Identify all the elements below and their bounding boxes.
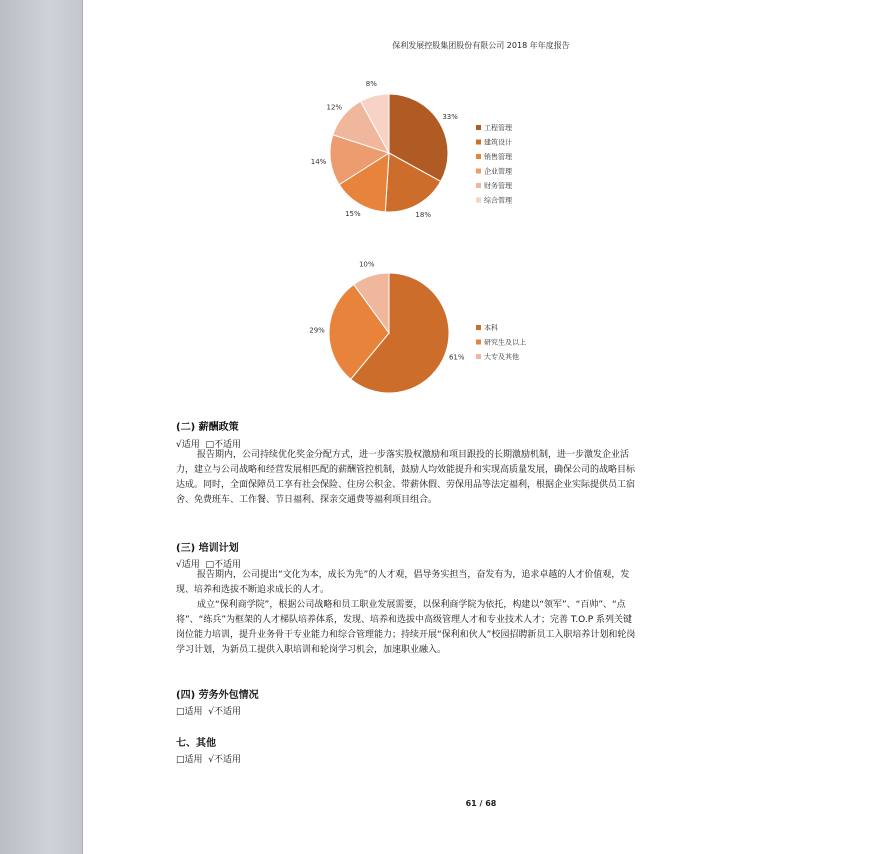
legend-label: 研究生及以上 <box>484 338 526 347</box>
legend-swatch <box>476 183 481 188</box>
section-title-outsourcing: (四) 劳务外包情况 <box>176 690 259 701</box>
section-title-other: 七、其他 <box>176 738 216 749</box>
legend-label: 本科 <box>484 324 498 332</box>
page-header: 保利发展控股集团股份有限公司 2018 年年度报告 <box>392 41 570 50</box>
pie-chart-departments <box>283 80 583 225</box>
applicability-other: □适用 √不适用 <box>176 755 241 765</box>
pie-slice-label: 10% <box>358 260 375 269</box>
legend-label: 大专及其他 <box>484 353 519 361</box>
pie-slice-label: 14% <box>310 157 327 166</box>
pie-chart-education <box>283 258 583 408</box>
legend-label: 销售管理 <box>484 153 512 161</box>
paragraph-training-1: 报告期内，公司提出“文化为本，成长为先”的人才观，倡导务实担当，奋发有为，追求卓越的人才价值观，发现、培养和选拔不断追求成长的人才。 <box>176 570 630 595</box>
pie-slice-label: 15% <box>345 210 361 219</box>
section-title-training: (三) 培训计划 <box>176 543 239 554</box>
paragraph-training-2: 成立“保利商学院”，根据公司战略和员工职业发展需要，以保利商学院为依托，构建以“领军”、“百帅”、“点将”、“练兵”为框架的人才梯队培养体系，发现、培养和选拔中高级管理人才和专业技术人才；完善 T.O.P 系列关键岗位能力培训，提升业务骨干专业能力和综合管理能力；持续开展“保利和伙人”校园招聘新员工入职培养计划和轮岗学习计划，为新员工提供入职培训和轮岗学习机会，加速职业融入。 <box>176 600 636 655</box>
pie-slice-label: 61% <box>448 353 465 362</box>
pie-slice-label: 33% <box>442 112 458 121</box>
page-number: 61 / 68 <box>465 799 497 808</box>
pie-slice-label: 8% <box>365 80 377 89</box>
legend-swatch <box>476 169 481 174</box>
legend-label: 工程管理 <box>484 124 512 132</box>
legend-label: 财务管理 <box>484 182 512 190</box>
pie-slice-label: 29% <box>309 326 325 335</box>
viewer-sidebar <box>0 0 83 854</box>
applicability-compensation: √适用 □不适用 <box>176 440 241 450</box>
legend-swatch <box>476 325 481 330</box>
legend-label: 综合管理 <box>484 196 512 205</box>
applicability-training: √适用 □不适用 <box>176 560 241 570</box>
legend-swatch <box>476 125 481 130</box>
section-title-compensation: (二) 薪酬政策 <box>176 422 239 433</box>
legend-label: 企业管理 <box>484 167 512 176</box>
legend-swatch <box>476 198 481 203</box>
document-page <box>83 0 879 854</box>
applicability-outsourcing: □适用 √不适用 <box>176 707 241 717</box>
legend-swatch <box>476 154 481 159</box>
legend-swatch <box>476 354 481 359</box>
legend-label: 建筑设计 <box>484 138 512 147</box>
legend-swatch <box>476 140 481 145</box>
pie-slice-label: 18% <box>415 211 431 220</box>
pie-slice-label: 12% <box>326 103 343 112</box>
paragraph-compensation: 报告期内，公司持续优化奖金分配方式，进一步落实股权激励和项目跟投的长期激励机制，进一步激发企业活力，建立与公司战略和经营发展相匹配的薪酬管控机制，鼓励人均效能提升和实现高质量发展，确保公司的战略目标达成。同时，全面保障员工享有社会保险、住房公积金、带薪休假、劳保用品等法定福利，根据企业实际提供员工宿舍、免费班车、工作餐、节日福利、探亲交通费等福利项目组合。 <box>176 450 636 505</box>
legend-swatch <box>476 340 481 345</box>
